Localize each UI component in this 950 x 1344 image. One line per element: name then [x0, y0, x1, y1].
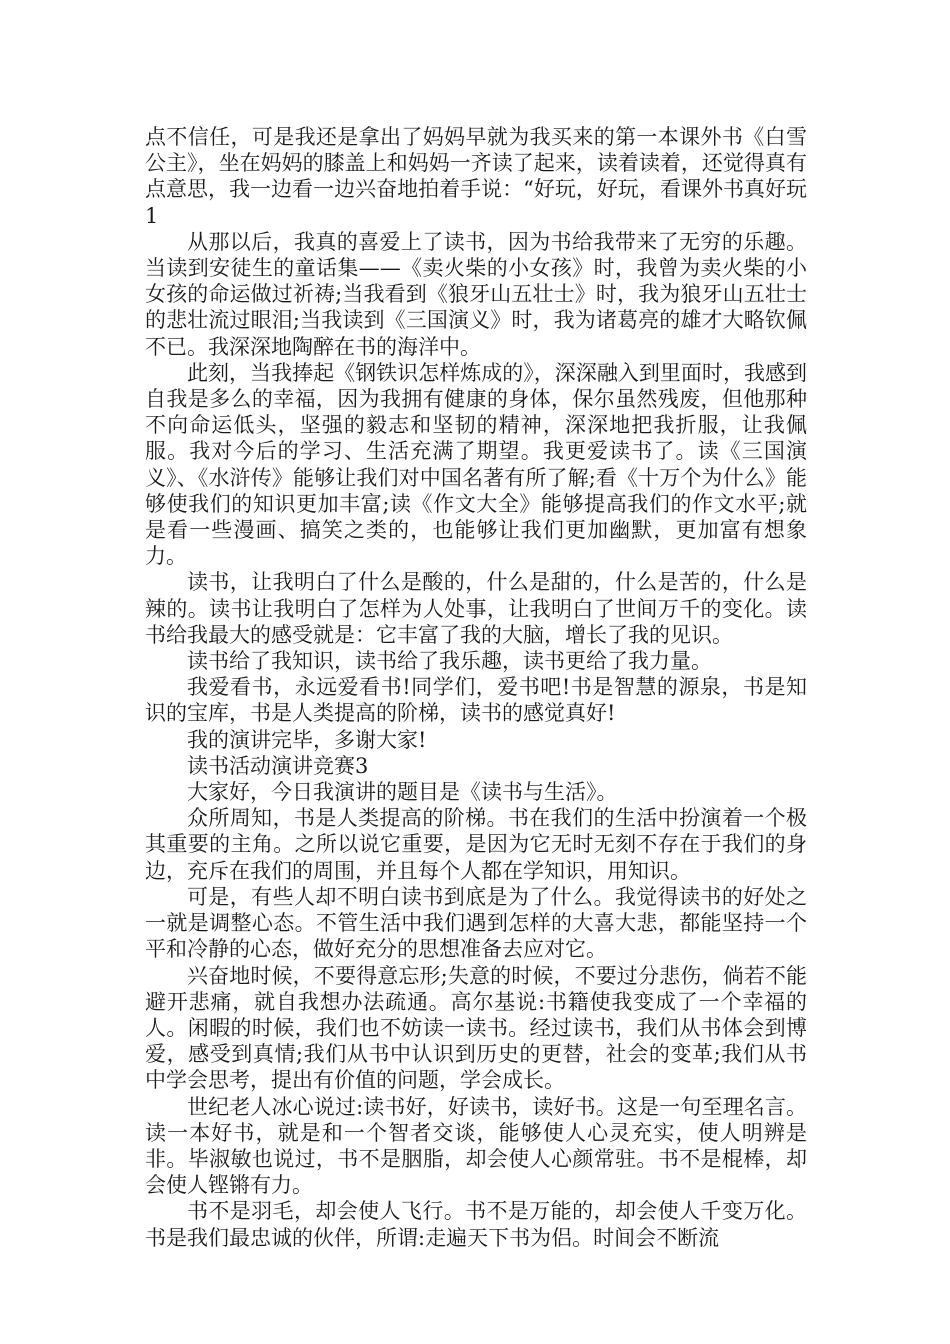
paragraph: 大家好，今日我演讲的题目是《读书与生活》。: [187, 780, 618, 805]
paragraph: 世纪老人冰心说过:读书好，好读书，读好书。这是一句至理名言。读一本好书，就是和一个智者交谈，能够使人心灵充实，使人明辨是非。毕淑敏也说过，书不是胭脂，却会使人心颜常驻。书不是棍棒，却会使人铿锵有力。: [145, 1094, 807, 1198]
paragraph: 书不是羽毛，却会使人飞行。书不是万能的，却会使人千变万化。书是我们最忠诚的伙伴，所谓:走遍天下书为侣。时间会不断流: [145, 1199, 807, 1250]
section-heading: 读书活动演讲竞赛3: [187, 753, 369, 778]
paragraph: 点不信任，可是我还是拿出了妈妈早就为我买来的第一本课外书《白雪公主》，坐在妈妈的膝盖上和妈妈一齐读了起来，读着读着，还觉得真有点意思，我一边看一边兴奋地拍着手说：“好玩，好玩，看课外书真好玩1: [145, 125, 807, 228]
paragraph: 从那以后，我真的喜爱上了读书，因为书给我带来了无穷的乐趣。当读到安徒生的童话集——《卖火柴的小女孩》时，我曾为卖火柴的小女孩的命运做过祈祷;当我看到《狼牙山五壮士》时，我为狼牙山五壮士的悲壮流过眼泪;当我读到《三国演义》时，我为诸葛亮的雄才大略钦佩不已。我深深地陶醉在书的海洋中。: [145, 229, 807, 359]
paragraph: 读书给了我知识，读书给了我乐趣，读书更给了我力量。: [187, 649, 712, 674]
paragraph: 兴奋地时候，不要得意忘形;失意的时候，不要过分悲伤，倘若不能避开悲痛，就自我想办法疏通。高尔基说:书籍使我变成了一个幸福的人。闲暇的时候，我们也不妨读一读书。经过读书，我们从书体会到博爱，感受到真情;我们从书中认识到历史的更替，社会的变革;我们从书中学会思考，提出有价值的问题，学会成长。: [145, 963, 807, 1093]
document-page: [145, 124, 807, 1251]
paragraph: 读书，让我明白了什么是酸的，什么是甜的，什么是苦的，什么是辣的。读书让我明白了怎样为人处事，让我明白了世间万千的变化。读书给我最大的感受就是：它丰富了我的大脑，增长了我的见识。: [145, 570, 807, 647]
paragraph: 众所周知，书是人类提高的阶梯。书在我们的生活中扮演着一个极其重要的主角。之所以说它重要，是因为它无时无刻不存在于我们的身边，充斥在我们的周围，并且每个人都在学知识，用知识。: [145, 806, 807, 883]
paragraph: 我爱看书，永远爱看书!同学们，爱书吧!书是智慧的源泉，书是知识的宝库，书是人类提高的阶梯，读书的感觉真好!: [145, 675, 807, 726]
paragraph: 此刻，当我捧起《钢铁识怎样炼成的》，深深融入到里面时，我感到自我是多么的幸福，因为我拥有健康的身体，保尔虽然残废，但他那种不向命运低头，坚强的毅志和坚韧的精神，深深地把我折服，让我佩服。我对今后的学习、生活充满了期望。我更爱读书了。读《三国演义》、《水浒传》能够让我们对中国名著有所了解;看《十万个为什么》能够使我们的知识更加丰富;读《作文大全》能够提高我们的作文水平;就是看一些漫画、搞笑之类的，也能够让我们更加幽默，更加富有想象力。: [145, 360, 807, 569]
paragraph: 我的演讲完毕，多谢大家!: [187, 727, 427, 752]
paragraph: 可是，有些人却不明白读书到底是为了什么。我觉得读书的好处之一就是调整心态。不管生活中我们遇到怎样的大喜大悲，都能坚持一个平和冷静的心态，做好充分的思想准备去应对它。: [145, 884, 807, 962]
